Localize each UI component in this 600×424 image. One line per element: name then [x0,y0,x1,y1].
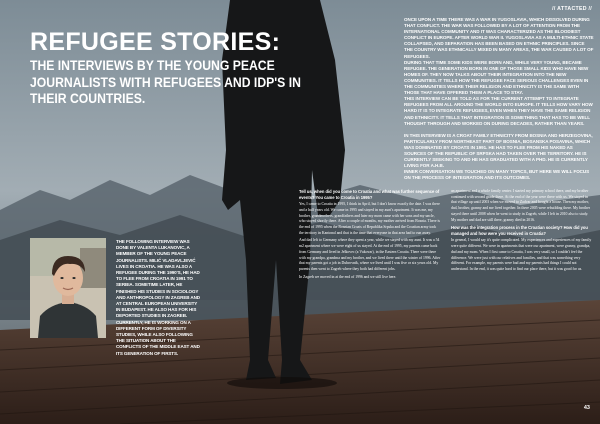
interview-question: Tell us, when did you come to Croatia and what was further sequence of events? You came to Croatia in 1995? [299,189,440,200]
interview-column-2 [451,189,593,275]
section-tag: // ATTACTED // [552,6,592,12]
interviewee-photo [30,238,106,338]
interview-question: How was the integration process in the Croatian society? How did you managed and how were you received in Croatia? [451,225,588,236]
interview-answer: Yes, I came to Croatia in 1995, I think in April, but I don't know exactly the date. I was there and a half years old. We came in 1995 and stayed in my aunt's apartment. It was me, my brother, grandmothers, grandfathers and later my mom came with her sons and my uncle, who stayed shortly there. After a couple of months, my mother arrived from Bosnia. There is the end of 1995 when the Bosnian Croats of Republika Srpska and the Croatian army took the territory in Kantonal and that is the time that everyone in that area had to run away. [299,202,441,235]
intro-paragraph: DURING THAT TIME SOME KIDS WERE BORN AND, WHILE VERY YOUNG, BECAME REFUGEE. THE GENERATION BORN IN ONE OF THOSE SMALL KIDS WHO HAVE NEW HOMES OF. THEY NOW TALKS ABOUT THEIR INTEGRATION INTO THE NEW COMMUNITIES. IT TELLS HOW THE REFUGEE FACE SERIOUS CHALLENGES EVEN IN THE COMMUNITIES WHERE THEIR RELIGION AND ETHNICITY IS THE SAME WITH THOSE THAT HAVE OFFERED THEM A PLACE TO STAY. [404,59,589,96]
title-subtitle: THE INTERVIEWS BY THE YOUNG PEACE JOURNALISTS WITH REFUGEES AND IDP'S IN THEIR COUNTRIES. [30,58,301,107]
page-number: 43 [583,405,590,411]
title-main: REFUGEE STORIES: [30,28,281,56]
interview-answer: an apartment and a whole family center. I started my primary school there, and my brother continued with second grade there. At the end of the year were there with us. We stayed in that village up until 2003 when we moved to Zadvar and bought a house. Then my mother, dad, brother, granny and me lived together. In there 2005 were rebuilding there. My brother stayed there until 2008 when he went to study in Zagreb, while I left in 2010 also to study. My mother and dad are still there, granny died in 2016. [451,189,591,222]
interview-answer: And dad left to Germany where they spent a year, while we stayed with my aunt. It was a 54 m2 apartment where we were eight of us stayed. At the end of 1995, my parents came back from Germany and lived in Jelkovec (a Vukovar), in the Eastern Croatia. There were there with my grandpa, grandma and my brother, and we lived there until the winter of 1996. After that my parents got a job in Dubrovnik, where we lived until I was five or six years old. My parents then went to Zagreb where they both had different jobs. [299,238,441,271]
intro-paragraph: IN THIS INTERVIEW IS A CROAT FAMILY ETHNICITY FROM BOSNIA AND HERZEGOVINA, PARTICULARLY FROM NORTHEAST PART OF BOSNIA, BOSANSKA POSAVINA, WHICH WAS DOMINATED BY CROATS IN 1991. HE HAS TO FLEE FROM HIS NAKED AS SOURCES OF THE REPUBLIC OF SRPSKA HAD TAKEN OVER THE TERRITORY. HE IS CURRENTLY SEEKING TO AND HE HAS GRADUATED WITH A PHD. HE IS CURRENTLY LIVING FOR A.H.B. [404,132,593,169]
intro-column [404,17,594,181]
interview-answer: In Zagreb we moved in at the end of 1996 and we still live here. [299,274,397,279]
article-title [30,30,340,108]
intro-paragraph: ONCE UPON A TIME THERE WAS A WAR IN YUGOSLAVIA, WHICH DISSOLVED DURING THAT CONFLICT. THE WAR WAS FOLLOWED BY A LOT OF ATTENTION FROM THE INTERNATIONAL COMMUNITY AND IT WAS CHARACTERIZED AS THE BLOODIEST CONFLICT IN EUROPE. AFTER WORLD WAR II. YUGOSLAVIA AS A MULTI-ETHNIC STATE COLLAPSED, AND SEPARATION HAS BEEN BASED ON ETHNIC PRINCIPLES. SINCE THE COUNTRY WAS ETHNICALLY MIXED IN MANY AREAS, THE WAR CAUSED A LOT OF REFUGEES. [404,17,594,59]
interview-column-1 [299,189,441,282]
interview-answer: In general, I would say it's quite complicated. My experiences and experiences of my family were quite different. We were in apartments that were our apartment, were granny, grandpa, dad and my mom. When I first came to Croatia, I was very small, so I couldn't feel the difference. We were just with our relatives and families, and that was something very different. For example, my parents were bad and my parents had things I could not understand. In the end, it was quite hard to find our place there, but it was good for us. [451,238,592,271]
intro-paragraph: THIS INTERVIEW CAN BE TOLD AS FOR THE CURRENT ATTEMPT TO INTEGRATE REFUGEES FROM ALL AROUND THE WORLD INTO EUROPE. IT TELLS HOW VARY HOW HARD IT IS TO INTEGRATE REFUGEES, EVEN WHEN THEY HAVE THE SAME RELIGION AND ETHNICITY. IT TELLS THAT INTEGRATION IS SOMETHING THAT HAS TO BE WELL THOUGHT THROUGH AND WORKED ON DURING DECADES, RATHER THAN YEARS. [404,96,593,126]
intro-paragraph: INNER CONVERSATION WE TOUCHED ON MANY TOPICS, BUT HERE WE WILL FOCUS ON THE PROCESS OF INTEGRATION AND ITS OUTCOMES. [404,169,590,181]
interviewee-bio: THE FOLLOWING INTERVIEW WAS DONE BY VALENTA LUKANOVIC, A MEMBER OF THE YOUNG PEACE JOURNALISTS. MILIĆ VLADAVLJEVIĆ LIVES IN CROATIA. HE WAS ALSO A REFUGEE DURING THE 1990'S, HE HAD TO FLEE FROM CROATIA IN 1991 TO SERBIA. SOMETIME LATER, HE FINISHED HIS STUDIES IN SOCIOLOGY AND ANTHROPOLOGY IN ZAGREB AND AT CENTRAL EUROPEAN UNIVERSITY IN BUDAPEST. HE ALSO HAS FOR HIS DEPORTED STUDIES IN ZAGREB. CURRENTLY, HE IS WORKING ON A DIFFERENT FORM OF DIVERSITY STUDIES, WHILE ALSO FOLLOWING THE SITUATION ABOUT THE CONFLICTS OF THE MIDDLE EAST AND ITS GENERATION OF FIRSTS. [116,239,200,356]
